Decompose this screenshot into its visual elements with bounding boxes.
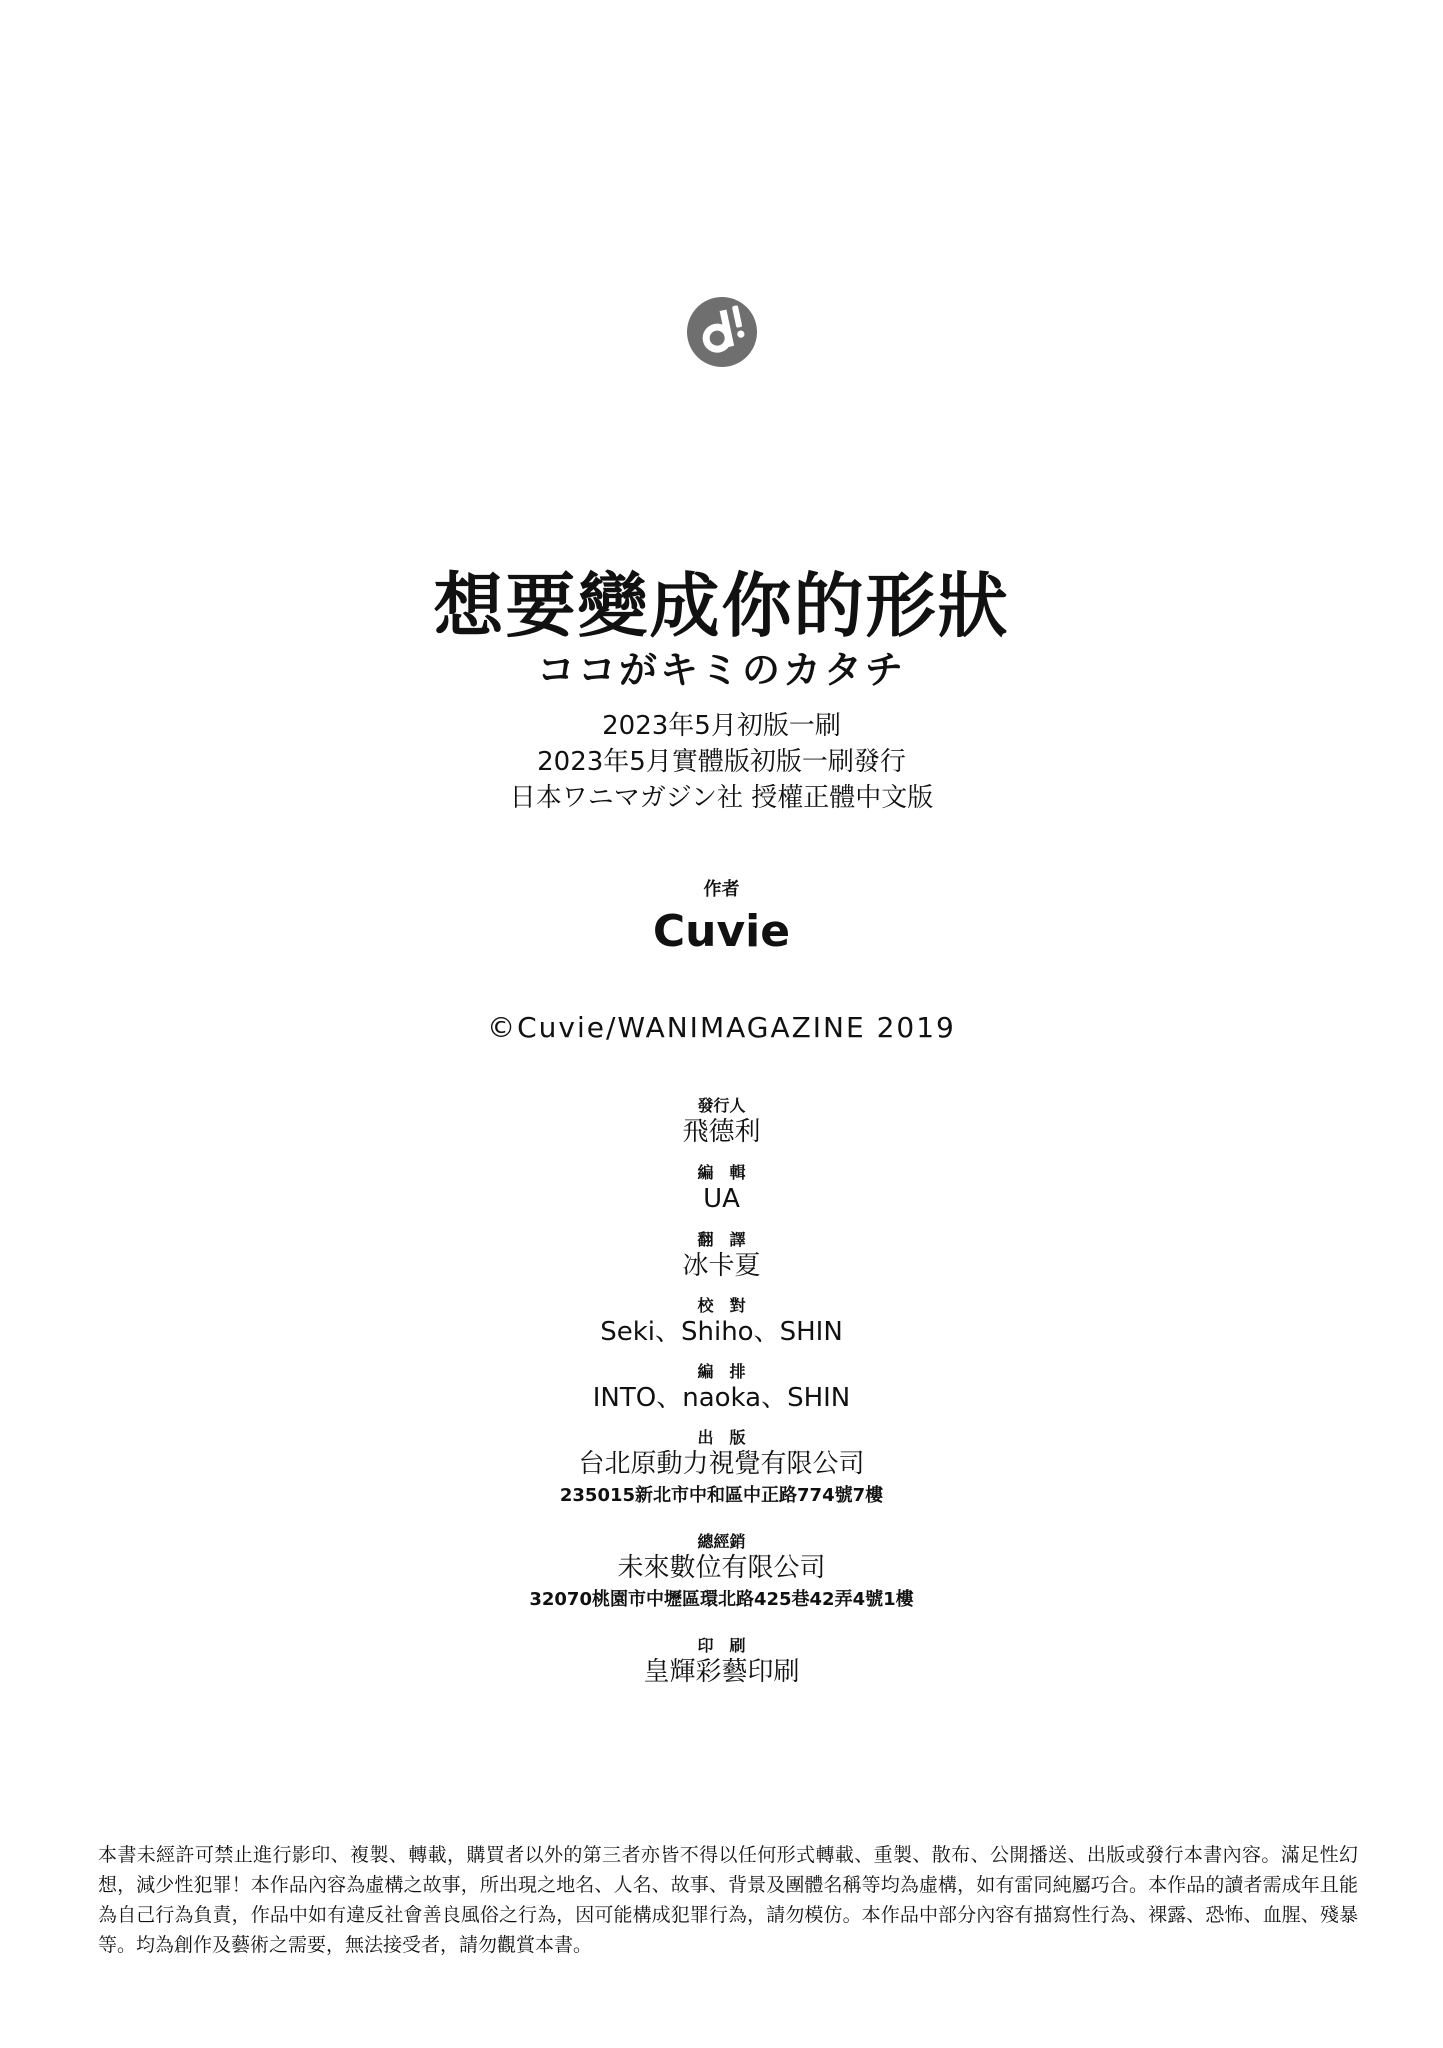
- credit-value-publisher: 台北原動力視覺有限公司: [578, 1449, 865, 1479]
- credit-label-editor: 編 輯: [697, 1163, 746, 1182]
- original-title: ココがキミのカタチ: [536, 648, 906, 692]
- credit-label-printing: 印 刷: [697, 1636, 746, 1655]
- credit-label-proofreading: 校 對: [697, 1296, 746, 1315]
- edition-line: 2023年5月實體版初版一刷發行: [537, 747, 906, 777]
- author-label: 作者: [703, 879, 740, 900]
- publisher-logo-icon: [680, 290, 763, 373]
- credit-address-publisher: 235015新北市中和區中正路774號7樓: [559, 1485, 884, 1506]
- credit-value-publisher-person: 飛德利: [682, 1117, 761, 1147]
- credit-label-distributor: 總經銷: [697, 1532, 746, 1551]
- credit-value-translator: 冰卡夏: [682, 1251, 761, 1281]
- legal-notice: [98, 1840, 1358, 1960]
- credit-value-distributor: 未來數位有限公司: [617, 1553, 826, 1583]
- credit-value-layout: INTO、naoka、SHIN: [592, 1383, 851, 1413]
- legal-notice-text: 本書未經許可禁止進行影印、複製、轉載，購買者以外的第三者亦皆不得以任何形式轉載、重製、散布、公開播送、出版或發行本書內容。滿足性幻想，減少性犯罪！本作品內容為虛構之故事，所出現之地名、人名、故事、背景及團體名稱等均為虛構，如有雷同純屬巧合。本作品的讀者需成年且能為自己行為負責，作品中如有違反社會善良風俗之行為，因可能構成犯罪行為，請勿模仿。本作品中部分內容有描寫性行為、裸露、恐怖、血腥、殘暴等。均為創作及藝術之需要，無法接受者，請勿觀賞本書。: [98, 1844, 1358, 1956]
- author-name: Cuvie: [652, 906, 791, 957]
- credit-label-publisher-person: 發行人: [697, 1096, 746, 1115]
- credit-label-publisher: 出 版: [697, 1428, 746, 1447]
- credit-value-printing: 皇輝彩藝印刷: [643, 1657, 800, 1687]
- credit-value-editor: UA: [703, 1184, 740, 1214]
- copyright-line: ©Cuvie/WANIMAGAZINE 2019: [487, 1011, 956, 1044]
- book-title: 想要變成你的形狀: [433, 565, 1010, 647]
- license-line: 日本ワニマガジン社 授權正體中文版: [509, 783, 934, 813]
- edition-line: 2023年5月初版一刷: [602, 711, 841, 741]
- credit-value-proofreading: Seki、Shiho、SHIN: [600, 1317, 843, 1347]
- d-exclamation-logo-icon: [680, 290, 763, 373]
- credit-address-distributor: 32070桃園市中壢區環北路425巷42弄4號1樓: [529, 1589, 914, 1610]
- credit-label-layout: 編 排: [697, 1362, 746, 1381]
- credit-label-translator: 翻 譯: [697, 1230, 746, 1249]
